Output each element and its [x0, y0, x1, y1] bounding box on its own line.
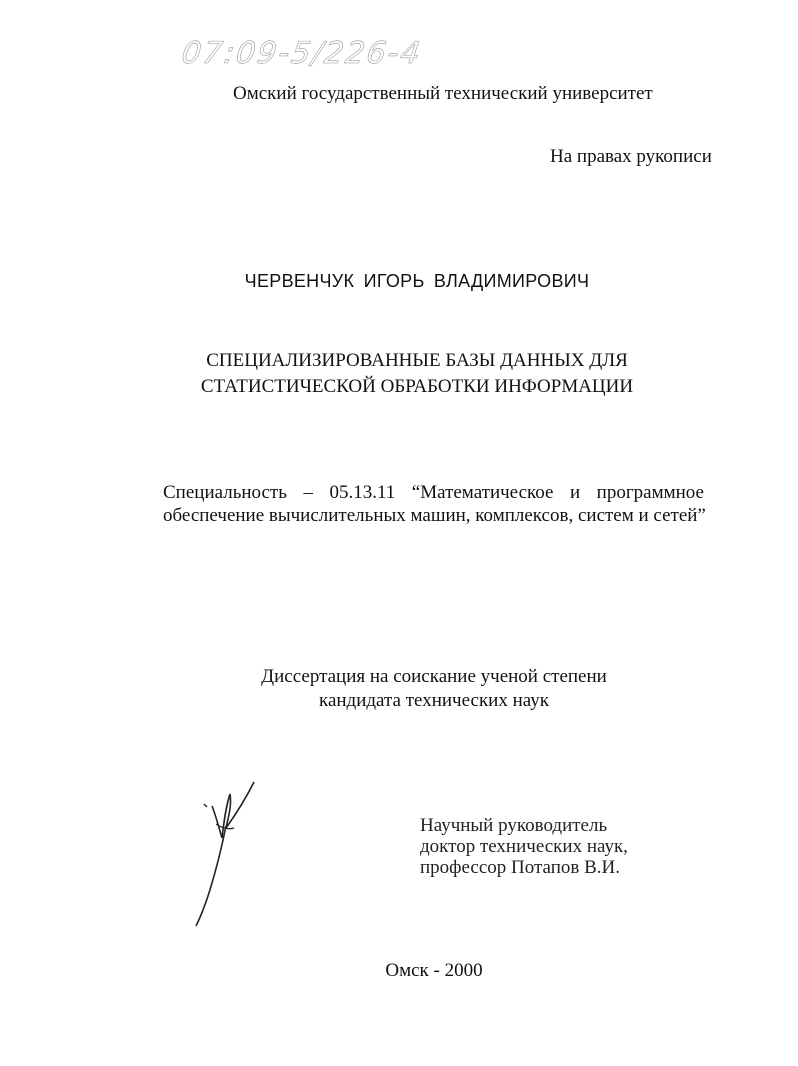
specialty-name-part-1: “Математическое — [411, 482, 554, 503]
author-name: ЧЕРВЕНЧУК ИГОРЬ ВЛАДИМИРОВИЧ — [244, 271, 590, 291]
dissertation-title-line-1: СПЕЦИАЛИЗИРОВАННЫЕ БАЗЫ ДАННЫХ ДЛЯ — [206, 350, 628, 371]
dissertation-title-line-2: СТАТИСТИЧЕСКОЙ ОБРАБОТКИ ИНФОРМАЦИИ — [200, 376, 634, 397]
library-stamp: 07:09-5/226-4 — [179, 36, 425, 71]
city-and-year: Омск - 2000 — [385, 960, 483, 981]
manuscript-rights-note: На правах рукописи — [550, 146, 712, 167]
supervisor-role: Научный руководитель — [420, 815, 608, 836]
degree-line-1: Диссертация на соискание ученой степени — [261, 666, 607, 687]
supervisor-name: профессор Потапов В.И. — [420, 857, 620, 878]
supervisor-degree: доктор технических наук, — [420, 836, 628, 857]
specialty-dash: – — [303, 482, 313, 503]
handwritten-signature — [186, 776, 266, 931]
specialty-name-part-2: и — [569, 482, 581, 503]
specialty-code: 05.13.11 — [329, 482, 396, 503]
specialty-line-1 — [163, 482, 704, 504]
degree-line-2: кандидата технических наук — [319, 690, 549, 711]
university-name: Омский государственный технический университет — [233, 83, 653, 104]
specialty-label: Специальность — [163, 482, 287, 503]
specialty-line-2: обеспечение вычислительных машин, комплексов, систем и сетей” — [163, 505, 706, 526]
specialty-name-part-3: программное — [596, 482, 704, 503]
